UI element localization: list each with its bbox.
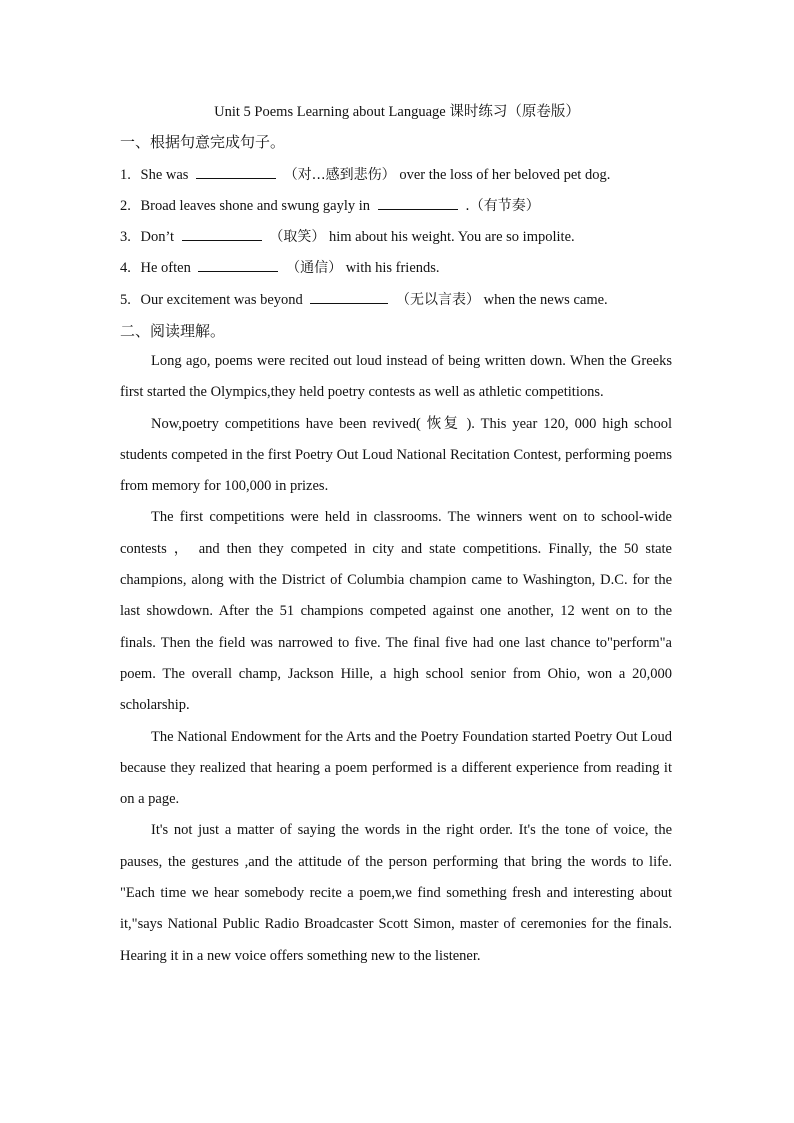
- passage-paragraph: The National Endowment for the Arts and the Poetry Foundation started Poetry Out Loud because they realized that hearing a poem performed is a different experience from reading it on a page.: [120, 728, 672, 808]
- question-hint: （对…感到悲伤）: [283, 167, 396, 183]
- answer-blank[interactable]: [378, 195, 458, 210]
- question-hint: .（有节奏）: [465, 198, 540, 214]
- question-item: [120, 257, 680, 279]
- question-item: [120, 164, 680, 186]
- answer-blank[interactable]: [310, 289, 388, 304]
- question-hint: （取笑）: [269, 229, 326, 245]
- question-text-before: Our excitement was beyond: [140, 292, 303, 308]
- answer-blank[interactable]: [182, 226, 262, 241]
- reading-passage: [120, 346, 672, 972]
- question-text-after: with his friends.: [345, 260, 440, 276]
- answer-blank[interactable]: [196, 164, 276, 179]
- question-number: 1.: [120, 167, 131, 183]
- question-number: 2.: [120, 198, 131, 214]
- passage-paragraph: It's not just a matter of saying the words in the right order. It's the tone of voice, the pauses, the gestures ,and the attitude of the person performing that bring the words to life. "Each time we hear somebody recite a poem,we find something fresh and interesting about it,"says National Public Radio Broadcaster Scott Simon, master of ceremonies for the finals. Hearing it in a new voice offers something new to the listener.: [120, 822, 672, 964]
- passage-paragraph: Long ago, poems were recited out loud instead of being written down. When the Greeks first started the Olympics,they held poetry contests as well as athletic competitions.: [120, 353, 672, 401]
- question-hint: （通信）: [286, 260, 343, 276]
- question-text-before: Broad leaves shone and swung gayly in: [140, 198, 371, 214]
- section-heading-reading: 二、阅读理解。: [120, 322, 226, 340]
- answer-blank[interactable]: [198, 257, 278, 272]
- question-text-before: She was: [140, 167, 189, 183]
- question-number: 4.: [120, 260, 131, 276]
- question-item: [120, 289, 680, 311]
- question-text-after: when the news came.: [483, 292, 608, 308]
- question-number: 5.: [120, 292, 131, 308]
- passage-paragraph: The first competitions were held in classrooms. The winners went on to school-wide contests ， and then they competed in city and state competitions. Finally, the 50 state champions, along with the District of Columbia champion came to Washington, D.C. for the last showdown. After the 51 champions competed against one another, 12 went on to the finals. Then the field was narrowed to five. The final five had one last chance to"perform"a poem. The overall champ, Jackson Hille, a high school senior from Ohio, won a 20,000 scholarship.: [120, 509, 672, 714]
- question-item: [120, 195, 680, 217]
- question-text-before: Don’t: [140, 229, 175, 245]
- question-text-after: over the loss of her beloved pet dog.: [399, 167, 611, 183]
- section-heading-complete-sentences: 一、根据句意完成句子。: [120, 133, 286, 151]
- question-text-before: He often: [140, 260, 191, 276]
- question-item: [120, 226, 680, 248]
- question-hint: （无以言表）: [396, 292, 481, 308]
- question-text-after: him about his weight. You are so impolite.: [328, 229, 575, 245]
- page-title: Unit 5 Poems Learning about Language 课时练习（原卷版）: [214, 104, 580, 120]
- question-number: 3.: [120, 229, 131, 245]
- passage-paragraph: Now,poetry competitions have been revived( 恢复 ). This year 120, 000 high school students competed in the first Poetry Out Loud National Recitation Contest, performing poems from memory for 100,000 in prizes.: [120, 415, 672, 495]
